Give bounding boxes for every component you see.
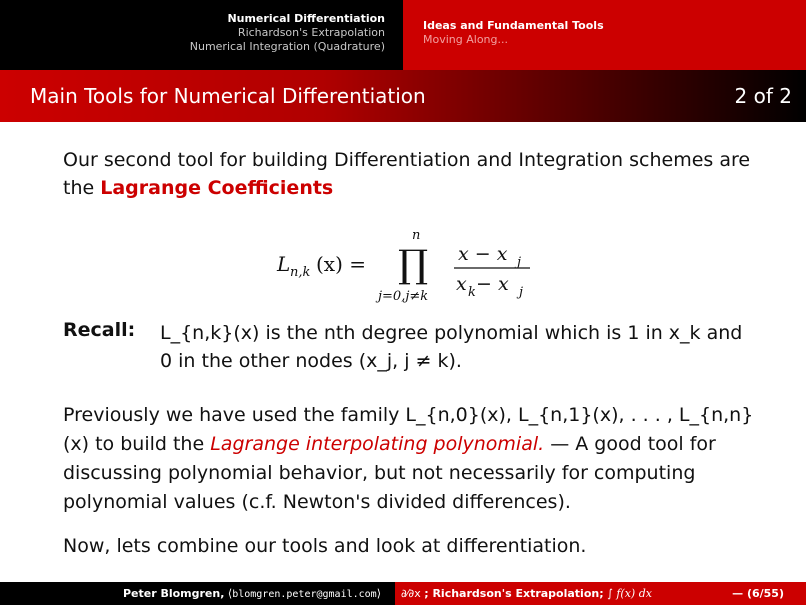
header-subsections-nav xyxy=(403,0,806,70)
formula-prod-upper: n xyxy=(412,228,421,243)
frame-page-indicator: 2 of 2 xyxy=(734,84,792,108)
lagrange-coefficient-formula xyxy=(0,215,806,315)
nav-subsection-ideas[interactable]: Ideas and Fundamental Tools xyxy=(423,19,604,32)
footer-email[interactable]: blomgren.peter@gmail.com xyxy=(232,589,377,600)
formula-denominator-sub2: j xyxy=(519,285,524,300)
formula-numerator: x − x xyxy=(458,243,508,265)
intro-paragraph xyxy=(63,146,763,202)
para2-text-b: — A good tool for discussing polynomial behavior, but not necessarily for computing polynomial values (c.f. Newton's divided differences). xyxy=(63,433,716,513)
para2-text-a: Previously we have used the family L_{n,0}(x), L_{n,1}(x), . . . , L_{n,n}(x) to build the xyxy=(63,404,754,455)
formula-denominator: x xyxy=(456,273,467,295)
formula-lhs: L xyxy=(277,252,291,276)
footer-page-number[interactable]: — (6/55) xyxy=(732,587,784,600)
formula-denominator-sub1: k xyxy=(468,285,476,300)
formula-denominator-mid: − x xyxy=(476,273,509,295)
formula-arg: (x) = xyxy=(316,252,366,276)
formula-numerator-sub: j xyxy=(517,255,522,270)
nav-section-richardson[interactable]: Richardson's Extrapolation xyxy=(237,26,385,39)
nav-section-quadrature[interactable]: Numerical Integration (Quadrature) xyxy=(189,40,385,53)
footer-topic-text: ; Richardson's Extrapolation; xyxy=(424,587,604,600)
lagrange-interpolating-polynomial-term: Lagrange interpolating polynomial. xyxy=(210,433,545,455)
recall-text xyxy=(160,319,760,375)
frame-title-bar xyxy=(0,70,806,122)
partial-derivative-icon: ∂⁄∂x xyxy=(401,587,421,600)
recall-text-body: L_{n,k}(x) is the nth degree polynomial which is 1 in x_k and 0 in the other nodes (x_j, j ≠ k). xyxy=(160,322,743,372)
lagrange-coefficients-term: Lagrange Coefficients xyxy=(100,177,334,199)
footer-author-name: Peter Blomgren, xyxy=(122,587,225,600)
footer-author: Peter Blomgren, ⟨blomgren.peter@gmail.com⟩ xyxy=(0,582,395,605)
footer-integral-text: f(x) dx xyxy=(616,587,652,600)
product-symbol: ∏ xyxy=(398,242,429,286)
footer-topic xyxy=(395,582,806,605)
integral-icon: ∫ xyxy=(607,587,613,600)
closing-sentence: Now, lets combine our tools and look at differentiation. xyxy=(63,535,587,557)
header-sections-nav xyxy=(0,0,403,70)
nav-subsection-moving-along[interactable]: Moving Along... xyxy=(423,33,508,46)
previous-usage-paragraph xyxy=(63,401,763,517)
formula-lhs-sub: n,k xyxy=(290,265,311,280)
formula-prod-lower: j=0,j≠k xyxy=(378,289,429,304)
recall-label: Recall: xyxy=(63,319,136,341)
nav-section-numerical-differentiation[interactable]: Numerical Differentiation xyxy=(227,12,385,25)
intro-text: Our second tool for building Differentiation and Integration schemes are the xyxy=(63,149,751,199)
frame-title: Main Tools for Numerical Differentiation xyxy=(30,84,426,108)
